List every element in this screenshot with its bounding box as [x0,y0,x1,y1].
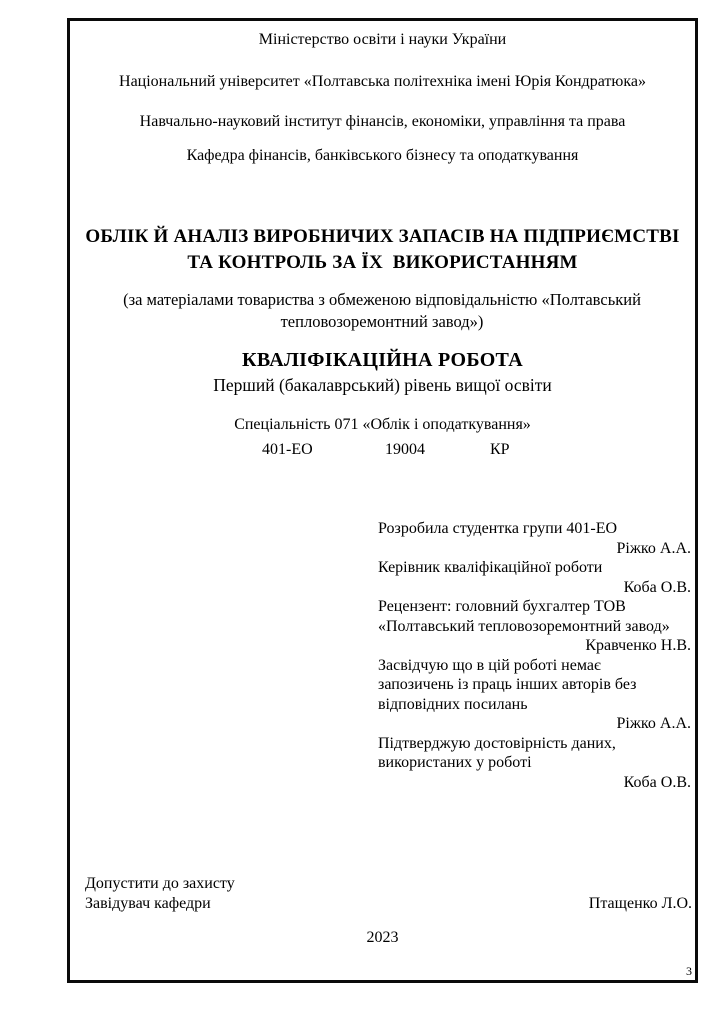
education-level-line: Перший (бакалаврський) рівень вищої освіти [213,375,552,395]
department-head-title: Завідувач кафедри [85,895,211,912]
signature-name-supervisor: Коба О.В. [623,578,691,596]
signature-name-student-2: Ріжко А.А. [616,715,691,732]
record-code: 19004 [385,441,425,458]
signature-line-developer: Розробила студентка групи 401-ЕО [378,520,618,537]
statement-originality-3: відповідних посилань [378,695,528,713]
codes-row [67,441,698,461]
thesis-title [67,224,698,276]
permit-line: Допустити до захисту [85,875,235,892]
statement-originality-2: запозичень із праць інших авторів без [378,676,637,693]
work-type-heading: КВАЛІФІКАЦІЙНА РОБОТА [242,349,523,371]
signature-name-supervisor-2: Коба О.В. [623,773,691,791]
university-line: Національний університет «Полтавська політехніка імені Юрія Кондратюка» [119,73,646,90]
statement-originality-1: Засвідчую що в цій роботі немає [378,656,601,674]
thesis-subtitle: (за матеріалами товариства з обмеженою відповідальністю «Полтавський тепловозоремонтний завод») [123,290,641,331]
page-number: 3 [686,964,692,978]
work-code: КР [490,441,510,458]
signature-name-reviewer: Кравченко Н.В. [585,637,691,654]
department-head-name: Птащенко Л.О. [588,895,692,912]
department-line: Кафедра фінансів, банківського бізнесу та оподаткування [186,147,579,164]
signature-name-student: Ріжко А.А. [616,539,691,557]
specialty-line: Спеціальність 071 «Облік і оподаткування» [234,416,531,433]
statement-data-validity-1: Підтверджую достовірність даних, [378,734,616,752]
signature-line-reviewer-2: «Полтавський тепловозоремонтний завод» [378,617,670,635]
year: 2023 [366,929,399,946]
thesis-title-line2: ТА КОНТРОЛЬ ЗА ЇХ ВИКОРИСТАННЯМ [187,252,578,273]
group-code: 401-ЕО [262,441,313,458]
statement-data-validity-2: використаних у роботі [378,754,532,771]
signature-line-supervisor: Керівник кваліфікаційної роботи [378,559,603,576]
signature-block [378,519,691,792]
institute-line: Навчально-науковий інститут фінансів, економіки, управління та права [139,113,626,130]
approval-row [85,894,692,914]
thesis-title-line1: ОБЛІК Й АНАЛІЗ ВИРОБНИЧИХ ЗАПАСІВ НА ПІДПРИЄМСТВІ [85,226,680,247]
signature-line-reviewer-1: Рецензент: головний бухгалтер ТОВ [378,598,626,615]
ministry-line: Міністерство освіти і науки України [258,31,507,48]
